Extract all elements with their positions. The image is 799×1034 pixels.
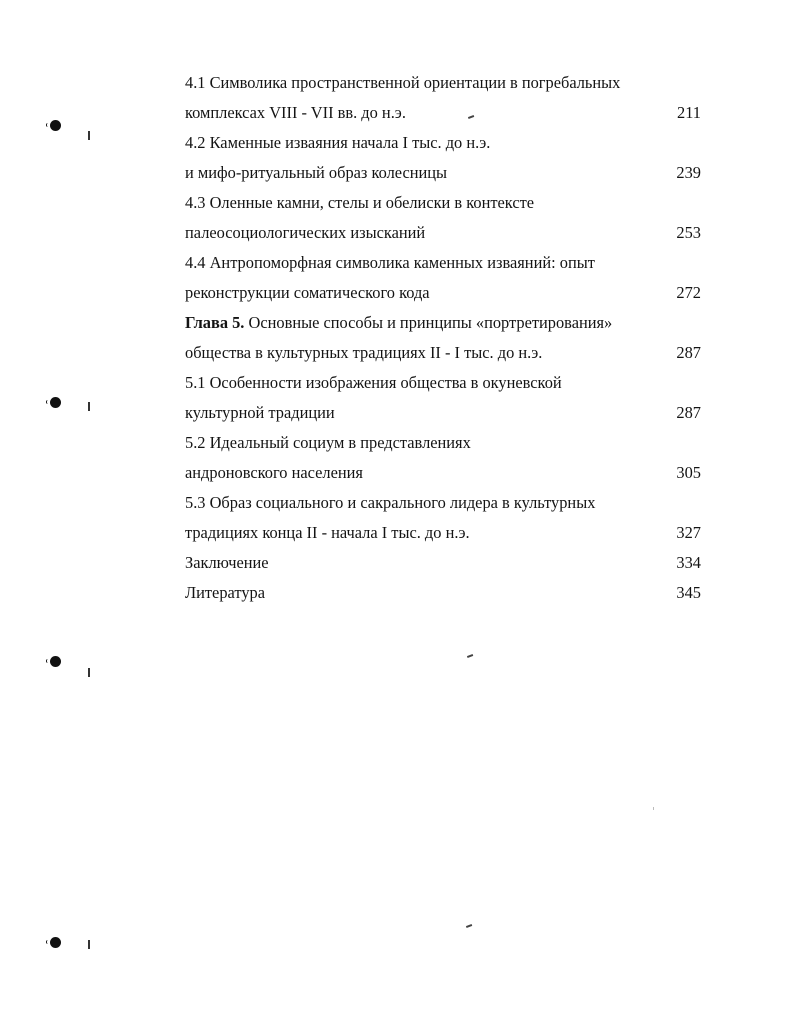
- toc-page-number: 272: [676, 283, 701, 302]
- toc-line: [185, 188, 701, 218]
- chapter-label: Глава 5.: [185, 313, 245, 332]
- scan-speck: [467, 654, 473, 657]
- toc-line: [185, 98, 701, 128]
- toc-entry-text: 4.1 Символика пространственной ориентации в погребальных: [185, 73, 621, 92]
- toc-page-number: 327: [676, 523, 701, 542]
- toc-line: [185, 68, 701, 98]
- toc-line: [185, 518, 701, 548]
- toc-page-number: 305: [676, 463, 701, 482]
- toc-line: [185, 248, 701, 278]
- toc-page-number: 287: [676, 403, 701, 422]
- toc-entry-text: 4.4 Антропоморфная символика каменных изваяний: опыт: [185, 253, 595, 272]
- toc-page-number: 253: [676, 223, 701, 242]
- toc-line: [185, 458, 701, 488]
- margin-tick: [88, 940, 90, 949]
- scan-speck: [653, 807, 654, 810]
- toc-entry-text: и мифо-ритуальный образ колесницы: [185, 163, 448, 182]
- toc-entry-text: 5.2 Идеальный социум в представлениях: [185, 433, 471, 452]
- toc-entry-text: комплексах VIII - VII вв. до н.э.: [185, 103, 406, 122]
- toc-entry-text: Заключение: [185, 553, 269, 572]
- margin-tick: [88, 402, 90, 411]
- toc-line: [185, 278, 701, 308]
- table-of-contents: [185, 68, 701, 608]
- toc-line: [185, 368, 701, 398]
- toc-page-number: 287: [676, 343, 701, 362]
- margin-tick: [88, 668, 90, 677]
- toc-entry-text: андроновского населения: [185, 463, 363, 482]
- toc-line: [185, 578, 701, 608]
- toc-entry-text: общества в культурных традициях II - I тыс. до н.э.: [185, 343, 543, 362]
- toc-entry-text: палеосоциологических изысканий: [185, 223, 426, 242]
- toc-entry-text: реконструкции соматического кода: [185, 283, 430, 302]
- binding-hole-mark: [50, 120, 61, 131]
- chapter-title: Основные способы и принципы «портретирования»: [244, 313, 613, 332]
- toc-page-number: 334: [676, 553, 701, 572]
- toc-line: [185, 128, 701, 158]
- toc-entry-text: традициях конца II - начала I тыс. до н.э.: [185, 523, 470, 542]
- toc-entry-text: 5.1 Особенности изображения общества в окуневской: [185, 373, 562, 392]
- toc-line: [185, 158, 701, 188]
- toc-line: [185, 308, 701, 338]
- toc-line: [185, 398, 701, 428]
- binding-hole-mark: [50, 397, 61, 408]
- toc-line: [185, 338, 701, 368]
- toc-line: [185, 218, 701, 248]
- binding-hole-mark: [50, 937, 61, 948]
- toc-entry-text: 4.2 Каменные изваяния начала I тыс. до н.э.: [185, 133, 491, 152]
- toc-entry-text: [185, 308, 612, 338]
- margin-tick: [88, 131, 90, 140]
- toc-page-number: 211: [677, 103, 701, 122]
- toc-page-number: 345: [676, 583, 701, 602]
- toc-line: [185, 548, 701, 578]
- binding-hole-mark: [50, 656, 61, 667]
- toc-entry-text: 4.3 Оленные камни, стелы и обелиски в контексте: [185, 193, 535, 212]
- toc-line: [185, 488, 701, 518]
- scan-speck: [466, 924, 472, 927]
- toc-entry-text: 5.3 Образ социального и сакрального лидера в культурных: [185, 493, 596, 512]
- toc-line: [185, 428, 701, 458]
- toc-entry-text: Литература: [185, 583, 265, 602]
- toc-page-number: 239: [676, 163, 701, 182]
- toc-entry-text: культурной традиции: [185, 403, 335, 422]
